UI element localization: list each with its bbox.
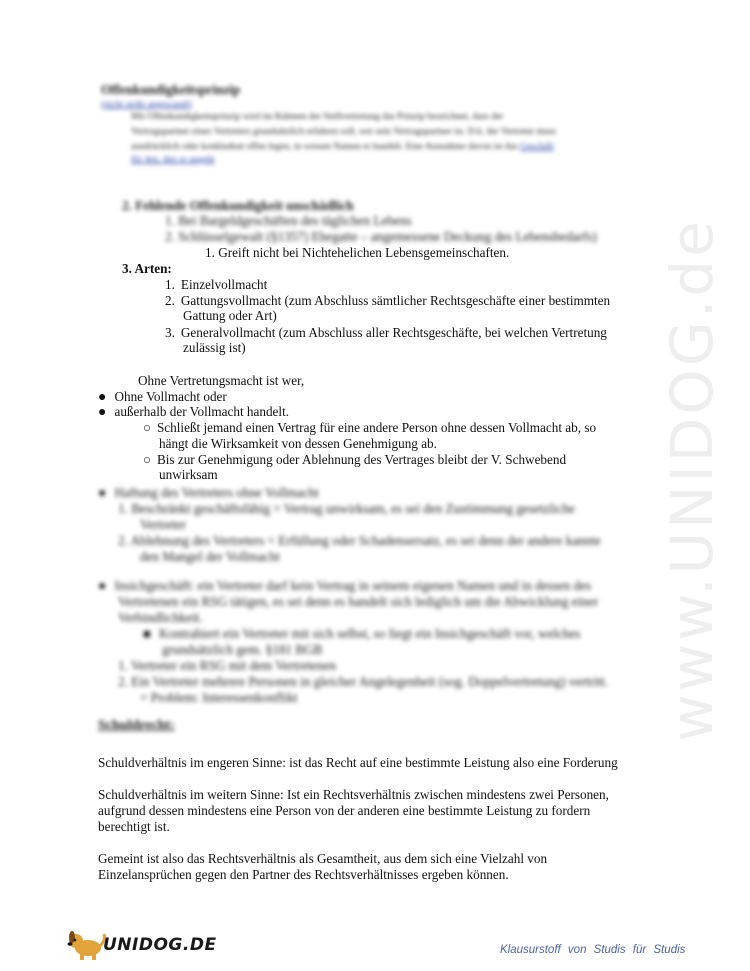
blurred-line: 2. Ablehnung des Vertreters = Erfüllung oder Schadensersatz, es sei denn der andere kannte	[118, 533, 601, 548]
blurred-bullet: ● Haftung des Vertreters ohne Vollmacht	[98, 485, 319, 501]
watermark: www.UNIDOG.de	[658, 218, 726, 742]
paragraph: Schuldverhältnis im engeren Sinne: ist das Recht auf eine bestimmte Leistung also eine Forderung	[98, 755, 618, 770]
list-item: 2. Schlüsselgewalt (§1357) Ehegatte – angemessene Deckung des Lebensbedarfs)	[165, 229, 597, 244]
blurred-line: 2. Ein Vertreter mehrere Personen in gleicher Angelegenheit (sog. Doppelvertretung) vertritt.	[118, 674, 609, 689]
section-title: Offenkundigkeitsprinzip	[101, 82, 241, 97]
blurred-line: Vertretenen ein RSG tätigen, es sei denn es handelt sich lediglich um die Abwicklung einer	[118, 594, 599, 609]
logo-text: UNIDOG.DE	[103, 935, 217, 955]
para-line: Vertragspartner eines Vertreters grundsätzlich erfahren soll, wer sein Vertragspartner ist. D.h. der Vertreter muss	[131, 127, 556, 137]
blurred-line: 1. Vertreter ein RSG mit dem Vertretenen	[118, 658, 337, 673]
list-item: 2. Gattungsvollmacht (zum Abschluss sämtlicher Rechtsgeschäfte einer bestimmten	[165, 293, 611, 308]
para-link[interactable]: für den, den es angeht	[131, 155, 215, 165]
section-link[interactable]: (nicht strikt angewandt)	[101, 100, 192, 110]
circle-bullet-icon: ○	[143, 452, 151, 467]
paragraph: berechtigt ist.	[98, 819, 170, 834]
bullet-icon: ●	[98, 390, 107, 405]
intro-text: Ohne Vertretungsmacht ist wer,	[138, 373, 305, 388]
list-subitem: 1. Greift nicht bei Nichtehelichen Lebensgemeinschaften.	[205, 245, 510, 260]
sub-bullet-cont: hängt die Wirksamkeit von dessen Genehmigung ab.	[159, 436, 437, 451]
section-heading: 3. Arten:	[122, 261, 172, 276]
list-item: 1. Bei Bargeldgeschäften des täglichen Lebens	[165, 213, 412, 228]
section-heading: 2. Fehlende Offenkundigkeit unschädlich	[122, 198, 354, 213]
blurred-line: 1. Beschränkt geschäftsfähig = Vertrag unwirksam, es sei den Zustimmung gesetzliche	[118, 501, 575, 516]
para-line: ausdrücklich oder konkludent offen legen, in wessen Namen er handelt. Eine Ausnahme davon ist das Geschäft	[131, 142, 554, 152]
list-item-cont: zulässig ist)	[183, 340, 246, 355]
para-line: Mit Offenkundigkeitsprinzip wird im Rahmen der Stellvertretung das Prinzip bezeichnet, dass der	[131, 112, 504, 122]
paragraph: Schuldverhältnis im weitern Sinne: Ist ein Rechtsverhältnis zwischen mindestens zwei Personen,	[98, 787, 609, 802]
bullet-item: ● außerhalb der Vollmacht handelt.	[98, 404, 290, 420]
list-item-cont: Gattung oder Art)	[183, 308, 277, 323]
blurred-bullet: ■ Kontrahiert ein Vertreter mit sich selbst, so liegt ein Insichgeschäft vor, welches	[143, 626, 581, 641]
blurred-line: = Problem: Interessenkonflikt	[140, 690, 298, 705]
sub-bullet-cont: unwirksam	[159, 467, 218, 482]
paragraph: aufgrund dessen mindestens eine Person von der anderen eine bestimmte Leistung zu fordern	[98, 803, 591, 818]
schuldrecht-heading: Schuldrecht:	[98, 718, 175, 733]
dog-logo-icon	[66, 928, 106, 962]
footer-slogan: Klausurstoff von Studis für Studis	[500, 944, 686, 956]
blurred-bullet: ● Insichgeschäft: ein Vertreter darf kein Vertrag in seinem eigenen Namen und in dessen des	[98, 578, 592, 594]
sub-bullet-item: ○ Bis zur Genehmigung oder Ablehnung des Vertrages bleibt der V. Schwebend	[143, 452, 567, 467]
blurred-line: Vertreter	[140, 517, 187, 532]
paragraph: Gemeint ist also das Rechtsverhältnis als Gesamtheit, aus dem sich eine Vielzahl von	[98, 851, 548, 866]
para-link[interactable]: Geschäft	[519, 142, 554, 152]
list-item: 1. Einzelvollmacht	[165, 277, 268, 292]
circle-bullet-icon: ○	[143, 420, 151, 435]
list-item: 3. Generalvollmacht (zum Abschluss aller Rechtsgeschäfte, bei welchen Vertretung	[165, 325, 607, 340]
blurred-line: den Mangel der Vollmacht	[140, 549, 280, 564]
bullet-item: ● Ohne Vollmacht oder	[98, 389, 227, 405]
sub-bullet-item: ○ Schließt jemand einen Vertrag für eine andere Person ohne dessen Vollmacht ab, so	[143, 420, 597, 435]
paragraph: Einzelansprüchen gegen den Partner des Rechtsverhältnisses ergeben können.	[98, 867, 509, 882]
blurred-line: grundsätzlich gem. §181 BGB	[162, 642, 323, 657]
bullet-icon: ●	[98, 405, 107, 420]
blurred-line: Verbindlichkeit.	[118, 610, 203, 625]
